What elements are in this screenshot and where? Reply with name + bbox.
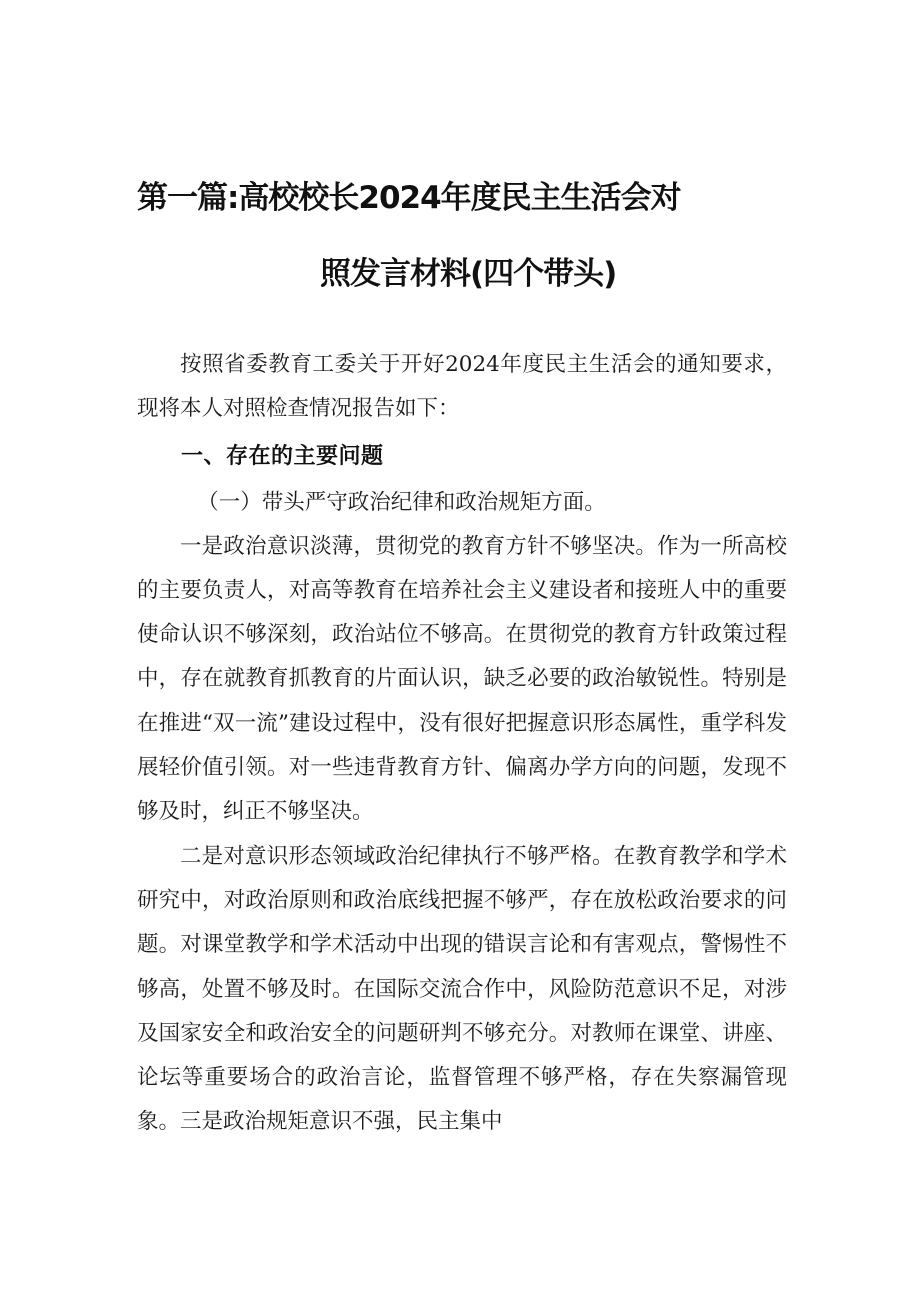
document-title-line-1: 第一篇:高校校长2024年度民主生活会对 [137, 180, 681, 216]
body-paragraph-1: 一是政治意识淡薄，贯彻党的教育方针不够坚决。作为一所高校的主要负责人，对高等教育在培养社会主义建设者和接班人中的重要使命认识不够深刻，政治站位不够高。在贯彻党的教育方针政策过程中，存在就教育抓教育的片面认识，缺乏必要的政治敏锐性。特别是在推进“双一流”建设过程中，没有很好把握意识形态属性，重学科发展轻价值引领。对一些违背教育方针、偏离办学方向的问题，发现不够及时，纠正不够坚决。 [137, 533, 787, 825]
section-heading: 一、存在的主要问题 [181, 443, 384, 469]
body-paragraph-2: 二是对意识形态领域政治纪律执行不够严格。在教育教学和学术研究中，对政治原则和政治底线把握不够严，存在放松政治要求的问题。对课堂教学和学术活动中出现的错误言论和有害观点，警惕性不够高，处置不够及时。在国际交流合作中，风险防范意识不足，对涉及国家安全和政治安全的问题研判不够充分。对教师在课堂、讲座、论坛等重要场合的政治言论，监督管理不够严格，存在失察漏管现象。三是政治规矩意识不强，民主集中 [137, 843, 787, 1135]
document-body [137, 343, 787, 1145]
intro-paragraph: 按照省委教育工委关于开好2024年度民主生活会的通知要求，现将本人对照检查情况报告如下： [137, 352, 787, 422]
document-title-line-2: 照发言材料(四个带头) [320, 256, 617, 292]
subsection-heading: （一）带头严守政治纪律和政治规矩方面。 [197, 489, 606, 515]
